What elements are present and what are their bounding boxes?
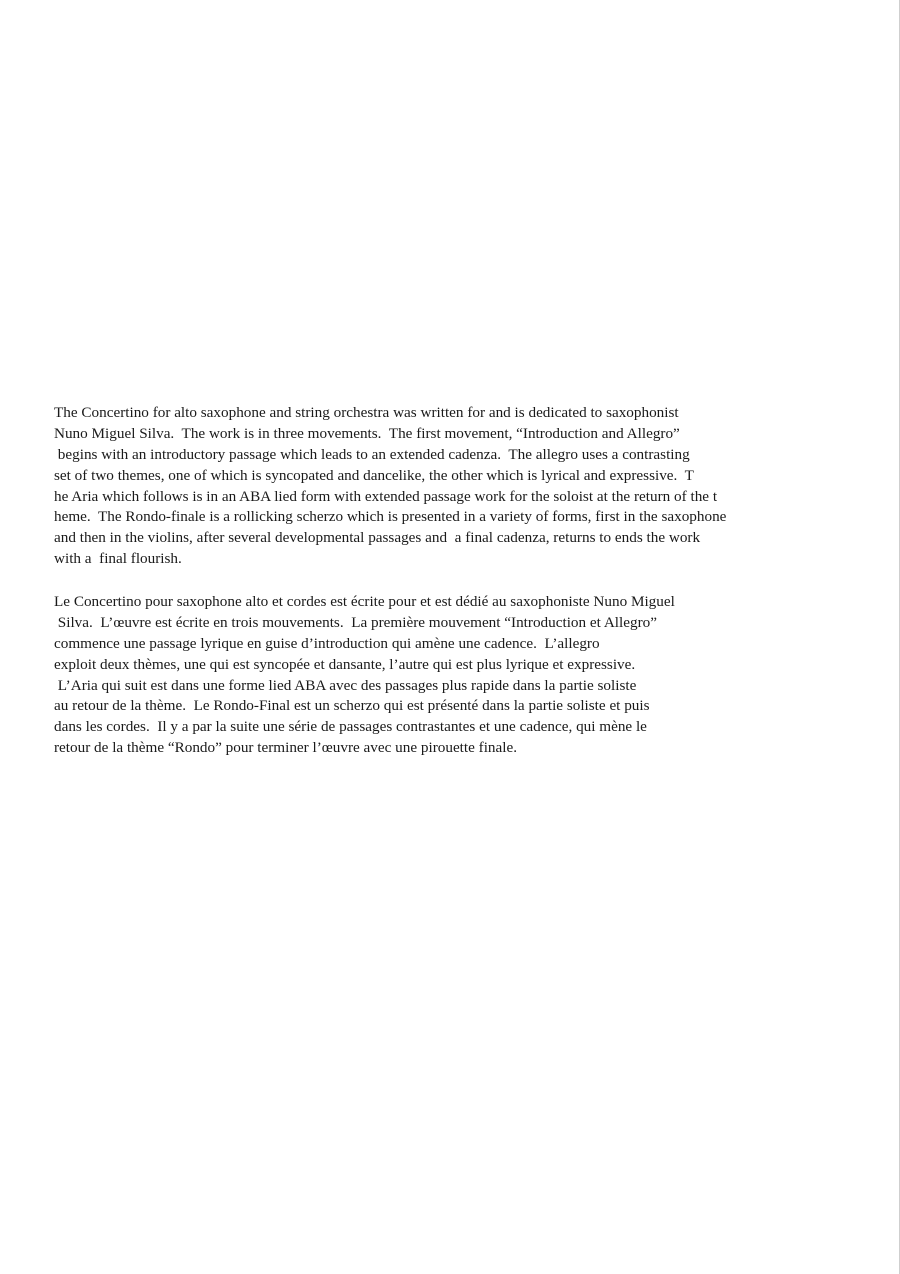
english-line: The Concertino for alto saxophone and string orchestra was written for and is dedicated to saxophonist bbox=[54, 404, 679, 421]
french-line: dans les cordes. Il y a par la suite une série de passages contrastantes et une cadence, qui mène le bbox=[54, 718, 647, 736]
english-line: and then in the violins, after several developmental passages and a final cadenza, returns to ends the work bbox=[54, 529, 701, 547]
french-line: Le Concertino pour saxophone alto et cordes est écrite pour et est dédié au saxophoniste Nuno Miguel bbox=[54, 593, 675, 610]
french-line: commence une passage lyrique en guise d’introduction qui amène une cadence. L’allegro bbox=[54, 634, 600, 652]
english-line: Nuno Miguel Silva. The work is in three movements. The first movement, “Introduction and Allegro” bbox=[54, 424, 680, 442]
english-line: begins with an introductory passage which leads to an extended cadenza. The allegro uses a contrasting bbox=[54, 445, 690, 463]
english-line: set of two themes, one of which is syncopated and dancelike, the other which is lyrical and expressive. T bbox=[54, 466, 694, 484]
english-line: he Aria which follows is in an ABA lied form with extended passage work for the soloist at the return of the t bbox=[54, 487, 718, 505]
french-line: retour de la thème “Rondo” pour terminer l’œuvre avec une pirouette finale. bbox=[54, 739, 518, 757]
english-line: heme. The Rondo-finale is a rollicking scherzo which is presented in a variety of forms, first in the saxophone bbox=[54, 508, 727, 526]
french-line: exploit deux thèmes, une qui est syncopée et dansante, l’autre qui est plus lyrique et expressive. bbox=[54, 655, 636, 673]
english-paragraph bbox=[54, 403, 894, 570]
french-line: Silva. L’œuvre est écrite en trois mouvements. La première mouvement “Introduction et Allegro” bbox=[54, 613, 657, 631]
english-line: with a final flourish. bbox=[54, 550, 182, 568]
french-line: au retour de la thème. Le Rondo-Final est un scherzo qui est présenté dans la partie soliste et puis bbox=[54, 697, 650, 715]
french-paragraph bbox=[54, 592, 894, 759]
french-line: L’Aria qui suit est dans une forme lied ABA avec des passages plus rapide dans la partie soliste bbox=[54, 676, 637, 694]
